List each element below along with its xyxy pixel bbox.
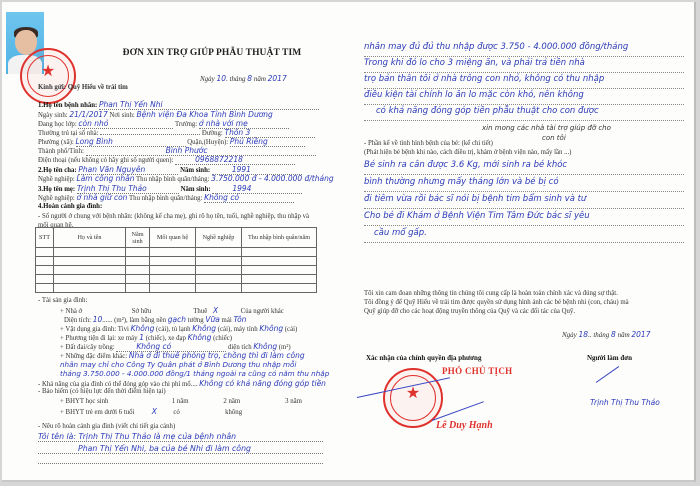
- date-bottom: Ngày 18.. tháng 8 năm 2017: [562, 330, 651, 339]
- patient-name-row: 1.Họ tên bệnh nhân: Phan Thị Yến Nhi: [38, 100, 319, 110]
- land: Không có: [116, 342, 226, 352]
- bhyt-student-row: + BHYT học sinh 1 năm 2 năm 3 năm: [60, 398, 302, 405]
- col-header-birth-year: Năm sinh: [126, 228, 150, 248]
- patient-class: còn nhỏ: [78, 119, 173, 129]
- commitment-line-1: Tôi xin cam đoan những thông tin chúng tôi cung cấp là hoàn toàn chính xác và đúng sự thật.: [364, 290, 618, 297]
- applicant-name: Trịnh Thị Thu Thảo: [590, 398, 660, 407]
- applicant-label: Người làm đơn: [587, 354, 633, 362]
- family-heading: 4.Hoàn cảnh gia đình:: [38, 203, 103, 210]
- commitment-line-2: Tôi đồng ý để Quỹ Hiểu về trái tim được quyền sử dụng hình ảnh các bé bệnh nhi (con, cháu) mà: [364, 299, 629, 306]
- members-note: - Số người ở chung với bệnh nhân: (không kể cha mẹ), ghi rõ họ tên, tuổi, nghề nghiệp, thu nhập và mối quan hệ.: [38, 213, 309, 229]
- table-row: [36, 284, 317, 293]
- roof-material: Tôn: [233, 315, 247, 324]
- detail-line-3: [38, 458, 323, 464]
- mother-birth-year: 1994: [212, 184, 302, 194]
- land-area: Không: [253, 342, 278, 351]
- continuation-line-4: điều kiện tài chính lo ăn lo mặc còn khó, nên không: [364, 90, 684, 105]
- scanned-form-page: [2, 2, 696, 482]
- patient-address-row: Thường trú tại số nhà: Đường: Thôn 3: [38, 128, 315, 138]
- illness-line-2: bình thường nhưng mấy tháng lớn và bé bị có: [364, 177, 684, 192]
- motorbike-count: 1: [139, 333, 145, 342]
- other-feature-line-3: tháng 3.750.000 - 4.000.000 đồng/1 tháng ngoài ra cũng có năm thu nhập: [60, 369, 330, 378]
- stamp-name: Lê Duy Hạnh: [436, 420, 493, 431]
- other-feature-line-2: nhân may chỉ cho Công Ty Quân phát ở Bình Dương thu nhập mỗi: [60, 360, 297, 369]
- computer-count: Không: [259, 324, 284, 333]
- star-icon: ★: [405, 384, 421, 402]
- house-type-row: + Nhà ở Sở hữu Thuê X Của người khác: [60, 306, 284, 315]
- form-title: ĐƠN XIN TRỢ GIÚP PHẪU THUẬT TIM: [122, 48, 302, 58]
- patient-dob-row: Ngày sinh: 21/1/2017 Nơi sinh: Bệnh viện Đa Khoa Tỉnh Bình Dương: [38, 110, 273, 119]
- father-income: 3.750.000 đ - 4.000.000 đ/tháng: [211, 174, 334, 183]
- other-features-row: + Những đặc điểm khác: Nhà ở đi thuê phòng trọ, chồng thì đi làm công: [60, 351, 305, 360]
- patient-ward-row: Phường (xã): Long Bình Quận,(Huyện): Phú Riềng: [38, 137, 305, 147]
- table-row: [36, 257, 317, 266]
- patient-phone: 0968872218: [175, 155, 295, 165]
- detail-line-2: Phan Thị Yến Nhi, ba của bé Nhi đi làm công: [38, 444, 323, 454]
- vehicle-row: + Phương tiện đi lại: xe máy 1 (chiếc), xe đạp Không (chiếc): [60, 333, 233, 342]
- illness-line-3: đi tiêm vừa rồi bác sĩ nói bị bệnh tim bẩm sinh và tư: [364, 194, 684, 209]
- col-header-name: Họ và tên: [54, 228, 126, 248]
- mother-name-row: 3.Họ tên mẹ: Trịnh Thị Thu Thảo Năm sinh: 1994: [38, 184, 302, 194]
- continuation-extra-1: xin mong các nhà tài trợ giúp đỡ cho: [482, 124, 611, 132]
- date-top: Ngày 10. tháng 8 năm 2017: [200, 74, 287, 83]
- mother-income: Không có: [204, 193, 294, 203]
- fridge-count: Không: [192, 324, 217, 333]
- illness-note: (Phát hiện bé bệnh khi nào, cách điều trị, khám ở bệnh viện nào, mấy lần ...): [364, 149, 572, 156]
- bicycle-count: Không: [187, 333, 212, 342]
- detail-line-1: Tôi tên là: Trịnh Thị Thu Thảo là mẹ của bệnh nhân: [38, 432, 323, 442]
- bhyt-child-mark: X: [151, 407, 157, 416]
- table-row: [36, 266, 317, 275]
- col-header-relation: Mối quan hệ: [150, 228, 196, 248]
- patient-school: ở nhà với mẹ: [199, 119, 289, 129]
- col-header-job: Nghề nghiệp: [196, 228, 242, 248]
- illness-line-5: cầu mổ gấp.: [364, 228, 684, 243]
- family-members-table: [35, 227, 317, 293]
- patient-ward: Long Bình: [76, 137, 186, 147]
- patient-birthplace: Bệnh viện Đa Khoa Tỉnh Bình Dương: [136, 110, 273, 119]
- appliances-row: + Vật dụng gia đình: Tivi Không (cái), tủ lạnh Không (cái), máy tính Không (cái): [60, 324, 298, 333]
- patient-class-row: Đang học lớp: còn nhỏ Trường: ở nhà với mẹ: [38, 119, 289, 129]
- patient-street: Thôn 3: [225, 128, 315, 138]
- mother-job-row: Nghề nghiệp: ở nhà giữ con Thu nhập bình quân/tháng: Không có: [38, 193, 294, 203]
- illness-line-1: Bé sinh ra cân được 3.6 Kg, mới sinh ra bé khóc: [364, 160, 684, 175]
- house-area: 10: [92, 315, 103, 324]
- floor-material: gạch: [167, 315, 186, 324]
- continuation-line-5: có khả năng đóng góp tiền phẫu thuật cho con được: [364, 106, 684, 121]
- local-authority-label: Xác nhận của chính quyền địa phương: [366, 354, 482, 362]
- contribution-row: - Khả năng của gia đình có thể đóng góp vào chi phí mổ.... Không có khả năng đóng góp tiền: [38, 379, 326, 388]
- insurance-label: - Bảo hiểm (có hiệu lực đến thời điểm hiện tại): [38, 388, 166, 395]
- patient-phone-row: Điện thoại (nếu không có hãy ghi số người quen): 0968872218: [38, 155, 295, 165]
- continuation-line-1: nhân may đủ đủ thu nhập được 3.750 - 4.000.000 đồng/tháng: [364, 42, 684, 57]
- official-seal-top: [20, 48, 76, 104]
- continuation-line-2: Trong khi đó lo cho 3 miệng ăn, và phải trả tiền nhà: [364, 58, 684, 73]
- continuation-line-3: trọ bản thân tôi ở nhà trông con nhỏ, không có thu nhập: [364, 74, 684, 89]
- star-icon: ★: [40, 62, 56, 80]
- father-birth-year: 1991: [212, 165, 302, 175]
- addressee: Kính gửi: Quỹ Hiểu về trái tim: [38, 84, 128, 91]
- patient-district: Phú Riềng: [230, 137, 305, 147]
- patient-name: Phan Thị Yến Nhi: [99, 100, 319, 110]
- bhyt-child-row: + BHYT trẻ em dưới 6 tuổi X có không: [60, 407, 243, 416]
- col-header-income: Thu nhập bình quân/năm: [242, 228, 317, 248]
- mother-name: Trịnh Thị Thu Thảo: [77, 184, 179, 194]
- continuation-extra-2: con tôi: [542, 134, 566, 142]
- wall-material: Vữa: [205, 315, 220, 324]
- mother-job: ở nhà giữ con: [76, 193, 128, 202]
- stamp-title: PHÓ CHỦ TỊCH: [442, 366, 513, 376]
- father-name: Phan Văn Nguyên: [78, 165, 178, 175]
- patient-city: Bình Phước: [86, 146, 316, 156]
- illness-label: - Phần kể về tình hình bệnh của bé: (kể chi tiết): [364, 140, 493, 147]
- col-header-stt: STT: [36, 228, 54, 248]
- tv-count: Không: [130, 324, 155, 333]
- patient-city-row: Thành phố/Tỉnh: Bình Phước: [38, 146, 316, 156]
- house-rent-mark: X: [212, 306, 219, 315]
- assets-label: - Tài sản gia đình:: [38, 297, 88, 304]
- contribution: Không có khả năng đóng góp tiền: [199, 379, 326, 388]
- detail-label: - Nêu rõ hoàn cảnh gia đình (viết chi tiết gia cảnh): [38, 423, 176, 430]
- father-job: Làm công nhân: [76, 174, 135, 183]
- table-row: [36, 248, 317, 257]
- other-feature-line-1: Nhà ở đi thuê phòng trọ, chồng thì đi làm công: [128, 351, 305, 360]
- table-row: [36, 275, 317, 284]
- father-job-row: Nghề nghiệp: Làm công nhân Thu nhập bình quân/tháng: 3.750.000 đ - 4.000.000 đ/tháng: [38, 174, 334, 183]
- illness-line-4: Cho bé đi Khám ở Bệnh Viện Tim Tâm Đức bác sĩ yêu: [364, 211, 684, 226]
- land-row: + Đất đai/cây trồng: Không có diện tích Không (m²): [60, 342, 291, 351]
- patient-dob: 21/1/2017: [69, 110, 108, 119]
- father-name-row: 2.Họ tên cha: Phan Văn Nguyên Năm sinh: 1991: [38, 165, 302, 175]
- applicant-signature-stroke: [596, 366, 620, 383]
- area-row: Diện tích: 10...... (m²), làm bằng nền gạch tường Vữa mái Tôn: [64, 315, 247, 324]
- commitment-line-3: Quỹ giúp đỡ cho các hoạt động truyền thông của Quỹ và các đối tác của Quỹ.: [364, 308, 576, 315]
